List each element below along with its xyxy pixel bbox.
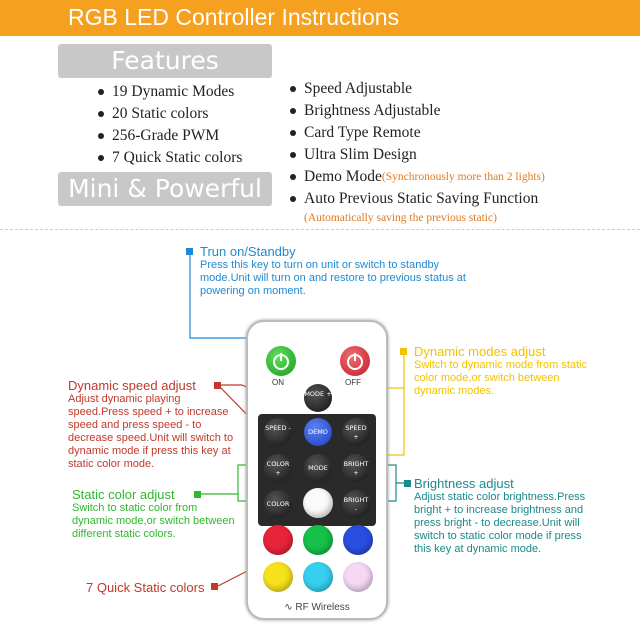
page-title: RGB LED Controller Instructions — [68, 4, 400, 30]
list-item: Brightness Adjustable — [290, 100, 545, 122]
rf-label: ∿ RF Wireless — [284, 602, 350, 613]
bright-plus-button[interactable]: BRIGHT + — [342, 454, 370, 482]
mode-minus-button[interactable]: MODE — [304, 454, 332, 482]
power-body: Press this key to turn on unit or switch to standby mode.Unit will turn on and restore to previous status at powering on moment. — [200, 259, 466, 297]
color-minus-button[interactable]: COLOR — [264, 490, 292, 518]
white-color-button[interactable] — [303, 488, 333, 518]
pink-color-button[interactable] — [343, 562, 373, 592]
list-item: 20 Static colors — [98, 103, 242, 125]
speed-annotation — [68, 378, 240, 471]
off-label: OFF — [345, 378, 361, 387]
power-on-button[interactable] — [266, 346, 296, 376]
list-item: 19 Dynamic Modes — [98, 81, 242, 103]
mode-plus-button[interactable]: MODE + — [304, 384, 332, 412]
speed-title: Dynamic speed adjust — [68, 378, 196, 393]
demo-button[interactable]: DEMO — [304, 418, 332, 446]
green-color-button[interactable] — [303, 525, 333, 555]
power-icon — [266, 346, 296, 376]
auto-note: (Automatically saving the previous static) — [304, 212, 497, 224]
red-color-button[interactable] — [263, 525, 293, 555]
list-item: Auto Previous Static Saving Function — [290, 188, 545, 210]
demo-note: (Synchronously more than 2 lights) — [381, 171, 545, 183]
speed-plus-button[interactable]: SPEED + — [342, 418, 370, 446]
modes-body: Switch to dynamic mode from static color mode,or switch between dynamic modes. — [414, 359, 588, 397]
power-icon — [340, 346, 370, 376]
modes-title: Dynamic modes adjust — [414, 344, 546, 359]
brightness-body: Adjust static color brightness.Press bright + to increase brightness and press bright - to decrease.Unit will switch to static color mode if press this key at dynamic mode. — [414, 491, 586, 555]
blue-color-button[interactable] — [343, 525, 373, 555]
remote-control — [246, 320, 388, 620]
list-item: Demo Mode (Synchronously more than 2 lights) — [290, 166, 545, 188]
power-off-button[interactable] — [340, 346, 370, 376]
static-annotation — [72, 487, 238, 541]
static-title: Static color adjust — [72, 487, 175, 502]
speed-body: Adjust dynamic playing speed.Press speed + to increase speed and press speed - to decrease speed.Unit will switch to dynamic mode if press this key at static color mode. — [68, 393, 234, 470]
modes-annotation — [414, 344, 590, 398]
brightness-annotation — [414, 476, 590, 556]
list-item: Card Type Remote — [290, 122, 545, 144]
power-title: Trun on/Standby — [200, 244, 296, 259]
speed-minus-button[interactable]: SPEED - — [264, 418, 292, 446]
bright-minus-button[interactable]: BRIGHT - — [342, 490, 370, 518]
cyan-color-button[interactable] — [303, 562, 333, 592]
list-item: Ultra Slim Design — [290, 144, 545, 166]
yellow-color-button[interactable] — [263, 562, 293, 592]
static-body: Switch to static color from dynamic mode,or switch between different static colors. — [72, 502, 235, 540]
list-item: Speed Adjustable — [290, 78, 545, 100]
on-label: ON — [272, 378, 284, 387]
wifi-icon: ∿ — [284, 602, 293, 613]
mini-powerful-label: Mini & Powerful — [58, 172, 272, 206]
color-plus-button[interactable]: COLOR + — [264, 454, 292, 482]
quick-title: 7 Quick Static colors — [86, 580, 205, 595]
features-label: Features — [58, 44, 272, 78]
list-item: 7 Quick Static colors — [98, 147, 242, 169]
brightness-title: Brightness adjust — [414, 476, 514, 491]
power-annotation — [200, 244, 490, 298]
list-item: 256-Grade PWM — [98, 125, 242, 147]
